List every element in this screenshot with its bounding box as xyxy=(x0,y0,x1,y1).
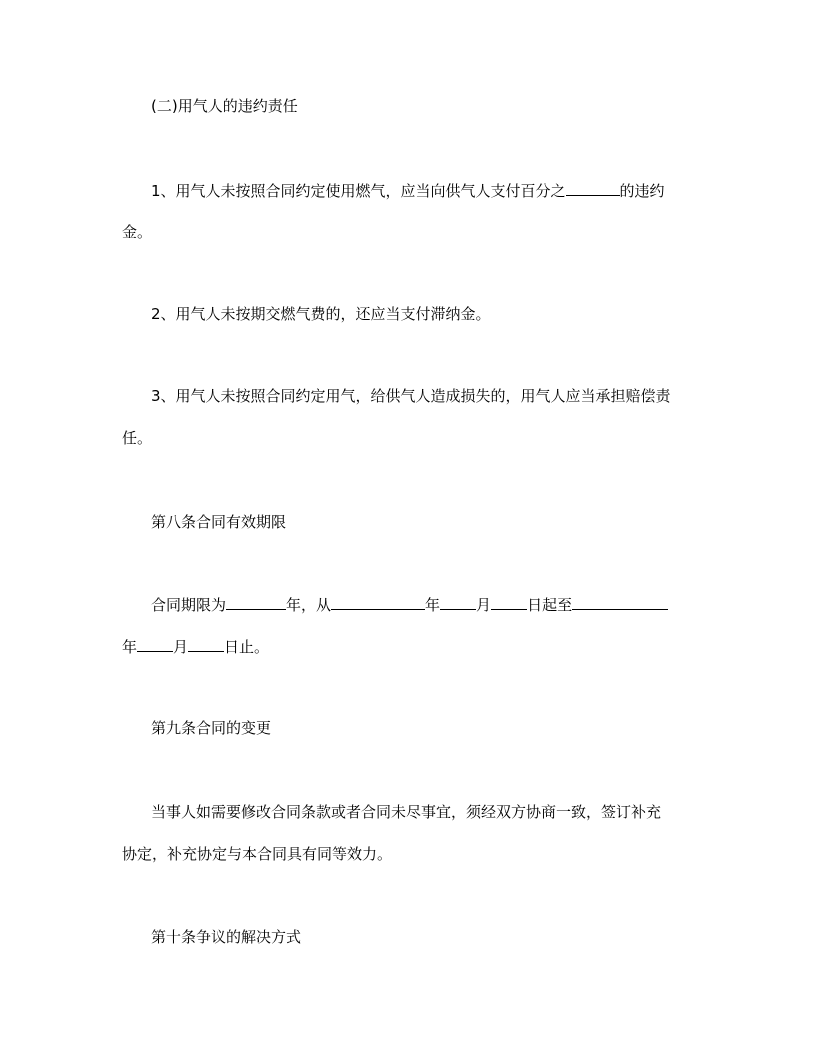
fill-blank-start-year[interactable] xyxy=(331,595,425,610)
term-line-2: 年 月 日止。 xyxy=(122,638,270,656)
fill-blank-end-month[interactable] xyxy=(137,637,173,652)
fill-blank-start-month[interactable] xyxy=(440,595,476,610)
article-10-heading: 第十条争议的解决方式 xyxy=(151,928,302,946)
fill-blank-percent[interactable] xyxy=(566,181,620,196)
clause-item-2: 2、用气人未按期交燃气费的，还应当支付滞纳金。 xyxy=(151,305,491,323)
clause-item-1: 1、用气人未按照合同约定使用燃气，应当向供气人支付百分之 的违约 xyxy=(151,182,665,200)
change-paragraph-line-2: 协定，补充协定与本合同具有同等效力。 xyxy=(122,845,393,863)
article-9-heading: 第九条合同的变更 xyxy=(151,719,272,737)
fill-blank-start-day[interactable] xyxy=(491,595,527,610)
change-paragraph-line-1: 当事人如需要修改合同条款或者合同未尽事宜，须经双方协商一致，签订补充 xyxy=(151,803,662,821)
fill-blank-years[interactable] xyxy=(226,595,286,610)
section-heading-user-breach: (二)用气人的违约责任 xyxy=(151,97,298,115)
clause-item-1-continuation: 金。 xyxy=(122,223,153,241)
clause-item-3-continuation: 任。 xyxy=(122,429,153,447)
fill-blank-end-day[interactable] xyxy=(188,637,224,652)
clause-item-3: 3、用气人未按照合同约定用气，给供气人造成损失的，用气人应当承担赔偿责 xyxy=(151,387,671,405)
fill-blank-end-year[interactable] xyxy=(572,595,668,610)
term-line-1: 合同期限为 年，从 年 月 日起至 xyxy=(151,595,702,615)
article-8-heading: 第八条合同有效期限 xyxy=(151,513,287,531)
